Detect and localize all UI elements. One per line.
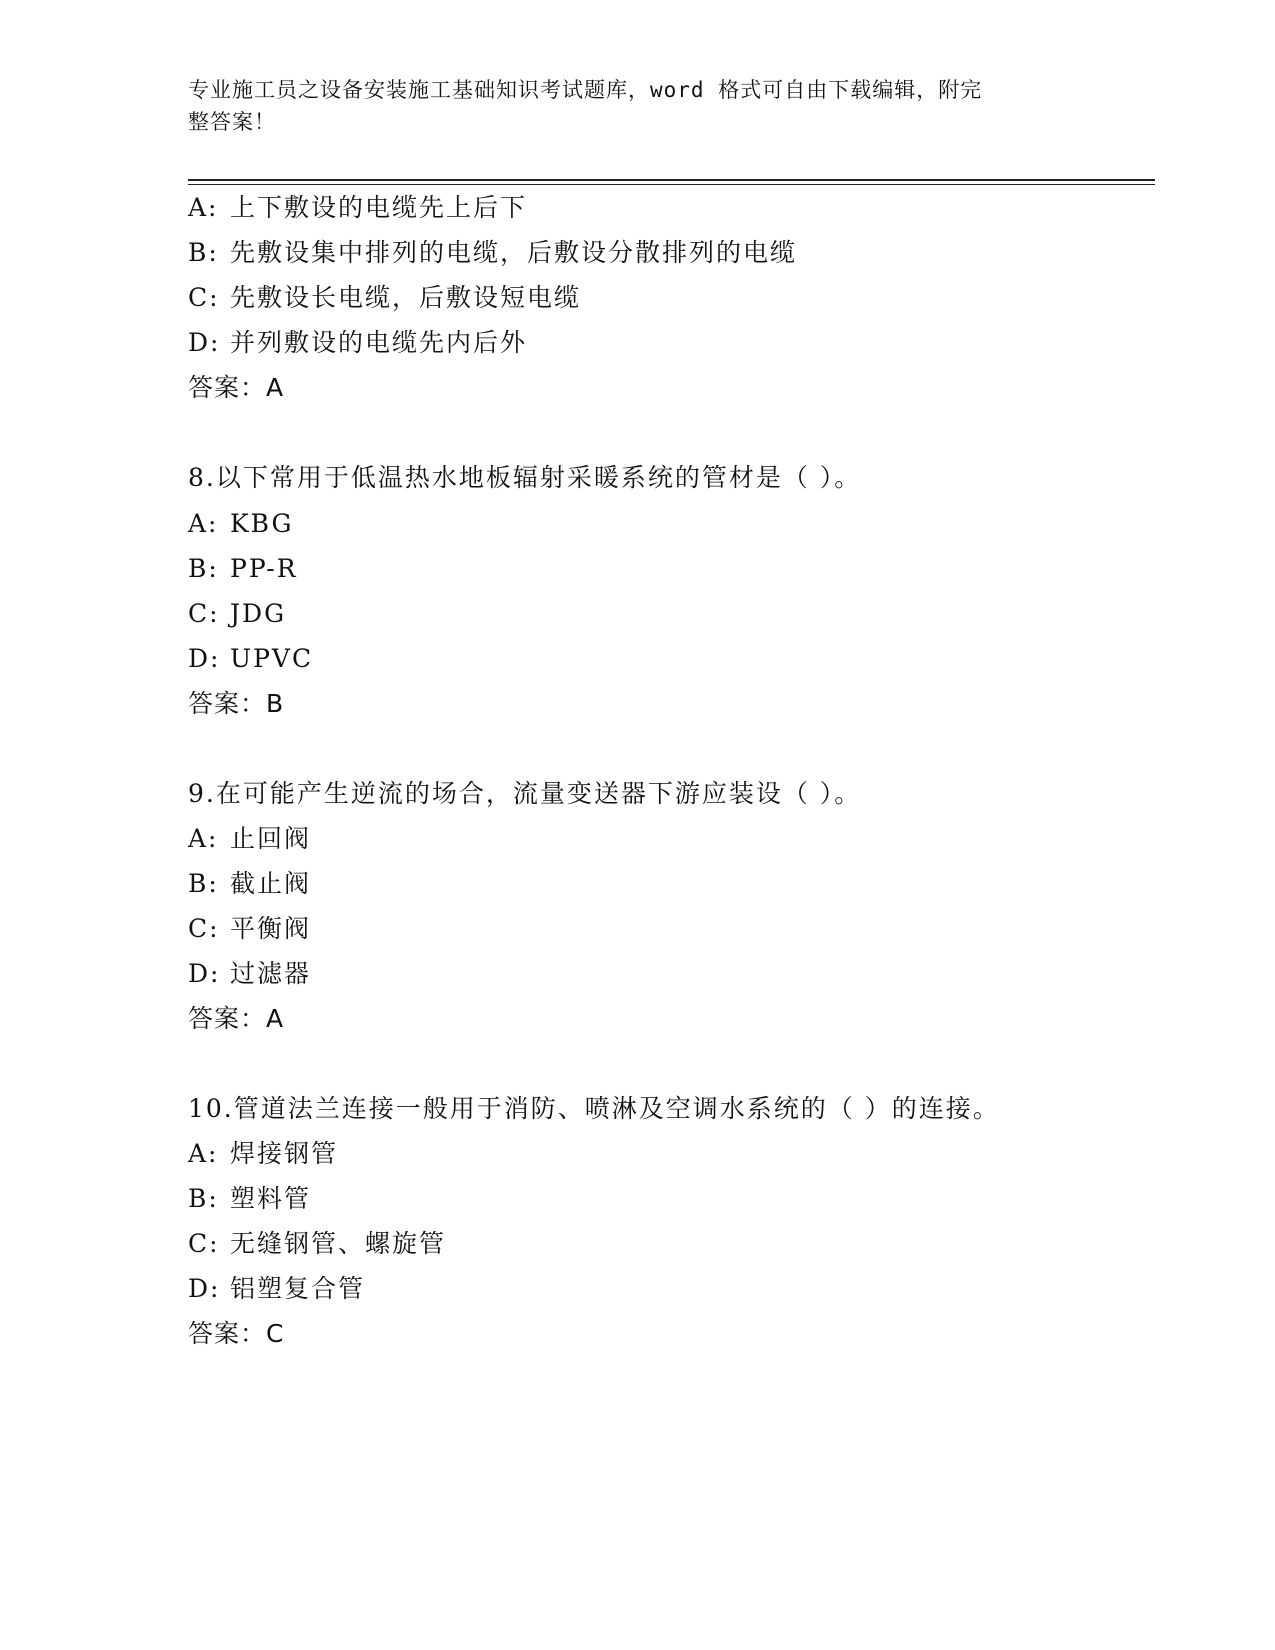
option-text: 上下敷设的电缆先上后下: [230, 193, 528, 222]
option-letter: D:: [188, 644, 221, 673]
option-text: UPVC: [230, 644, 314, 673]
q10-option-c: [188, 1228, 446, 1260]
q9-answer: 答案：A: [188, 1004, 285, 1033]
q8-option-d: [188, 643, 313, 675]
option-letter: D:: [188, 328, 221, 357]
option-letter: D:: [188, 959, 221, 988]
option-letter: A:: [188, 824, 219, 853]
document-header: [188, 74, 1068, 138]
q8-answer: 答案：B: [188, 689, 285, 718]
option-letter: C:: [188, 283, 220, 312]
option-text: 铝塑复合管: [230, 1274, 366, 1303]
q8-question: 8.以下常用于低温热水地板辐射采暖系统的管材是（ ）。: [188, 463, 862, 492]
option-text: KBG: [230, 509, 294, 538]
option-letter: A:: [188, 193, 219, 222]
option-letter: A:: [188, 1139, 219, 1168]
option-letter: B:: [188, 869, 219, 898]
option-letter: B:: [188, 1184, 219, 1213]
option-text: 无缝钢管、螺旋管: [230, 1229, 447, 1258]
q8-option-a: [188, 508, 293, 540]
q7-option-d: [188, 327, 527, 359]
q10-option-d: [188, 1273, 365, 1305]
option-text: 并列敷设的电缆先内后外: [230, 328, 528, 357]
q10-option-a: [188, 1138, 338, 1170]
q9-option-b: [188, 868, 311, 900]
q7-option-b: [188, 237, 797, 269]
option-text: JDG: [230, 599, 287, 628]
q9-option-c: [188, 913, 311, 945]
option-text: 过滤器: [230, 959, 312, 988]
option-letter: C:: [188, 1229, 220, 1258]
header-line-2: 整答案！: [188, 110, 276, 134]
q9-question: 9.在可能产生逆流的场合，流量变送器下游应装设（ ）。: [188, 779, 862, 808]
q7-option-c: [188, 282, 581, 314]
option-letter: C:: [188, 599, 220, 628]
q8-option-c: [188, 598, 286, 630]
header-divider-thick: [188, 179, 1155, 181]
option-text: 截止阀: [230, 869, 312, 898]
q10-option-b: [188, 1183, 311, 1215]
option-text: PP-R: [230, 554, 298, 583]
option-text: 焊接钢管: [230, 1139, 339, 1168]
header-line-1: 专业施工员之设备安装施工基础知识考试题库，word 格式可自由下载编辑，附完: [188, 78, 983, 102]
option-letter: C:: [188, 914, 220, 943]
option-text: 止回阀: [230, 824, 312, 853]
option-text: 先敷设集中排列的电缆，后敷设分散排列的电缆: [230, 238, 798, 267]
q7-answer: 答案：A: [188, 373, 285, 402]
option-letter: B:: [188, 238, 219, 267]
q10-answer: 答案：C: [188, 1319, 285, 1348]
option-letter: D:: [188, 1274, 221, 1303]
option-text: 先敷设长电缆，后敷设短电缆: [230, 283, 582, 312]
q7-option-a: [188, 192, 527, 224]
option-letter: B:: [188, 554, 219, 583]
option-text: 平衡阀: [230, 914, 312, 943]
q10-question: 10.管道法兰连接一般用于消防、喷淋及空调水系统的（ ）的连接。: [188, 1094, 1000, 1123]
q9-option-d: [188, 958, 311, 990]
option-text: 塑料管: [230, 1184, 312, 1213]
option-letter: A:: [188, 509, 219, 538]
q9-option-a: [188, 823, 311, 855]
header-divider-thin: [188, 184, 1155, 185]
q8-option-b: [188, 553, 298, 585]
